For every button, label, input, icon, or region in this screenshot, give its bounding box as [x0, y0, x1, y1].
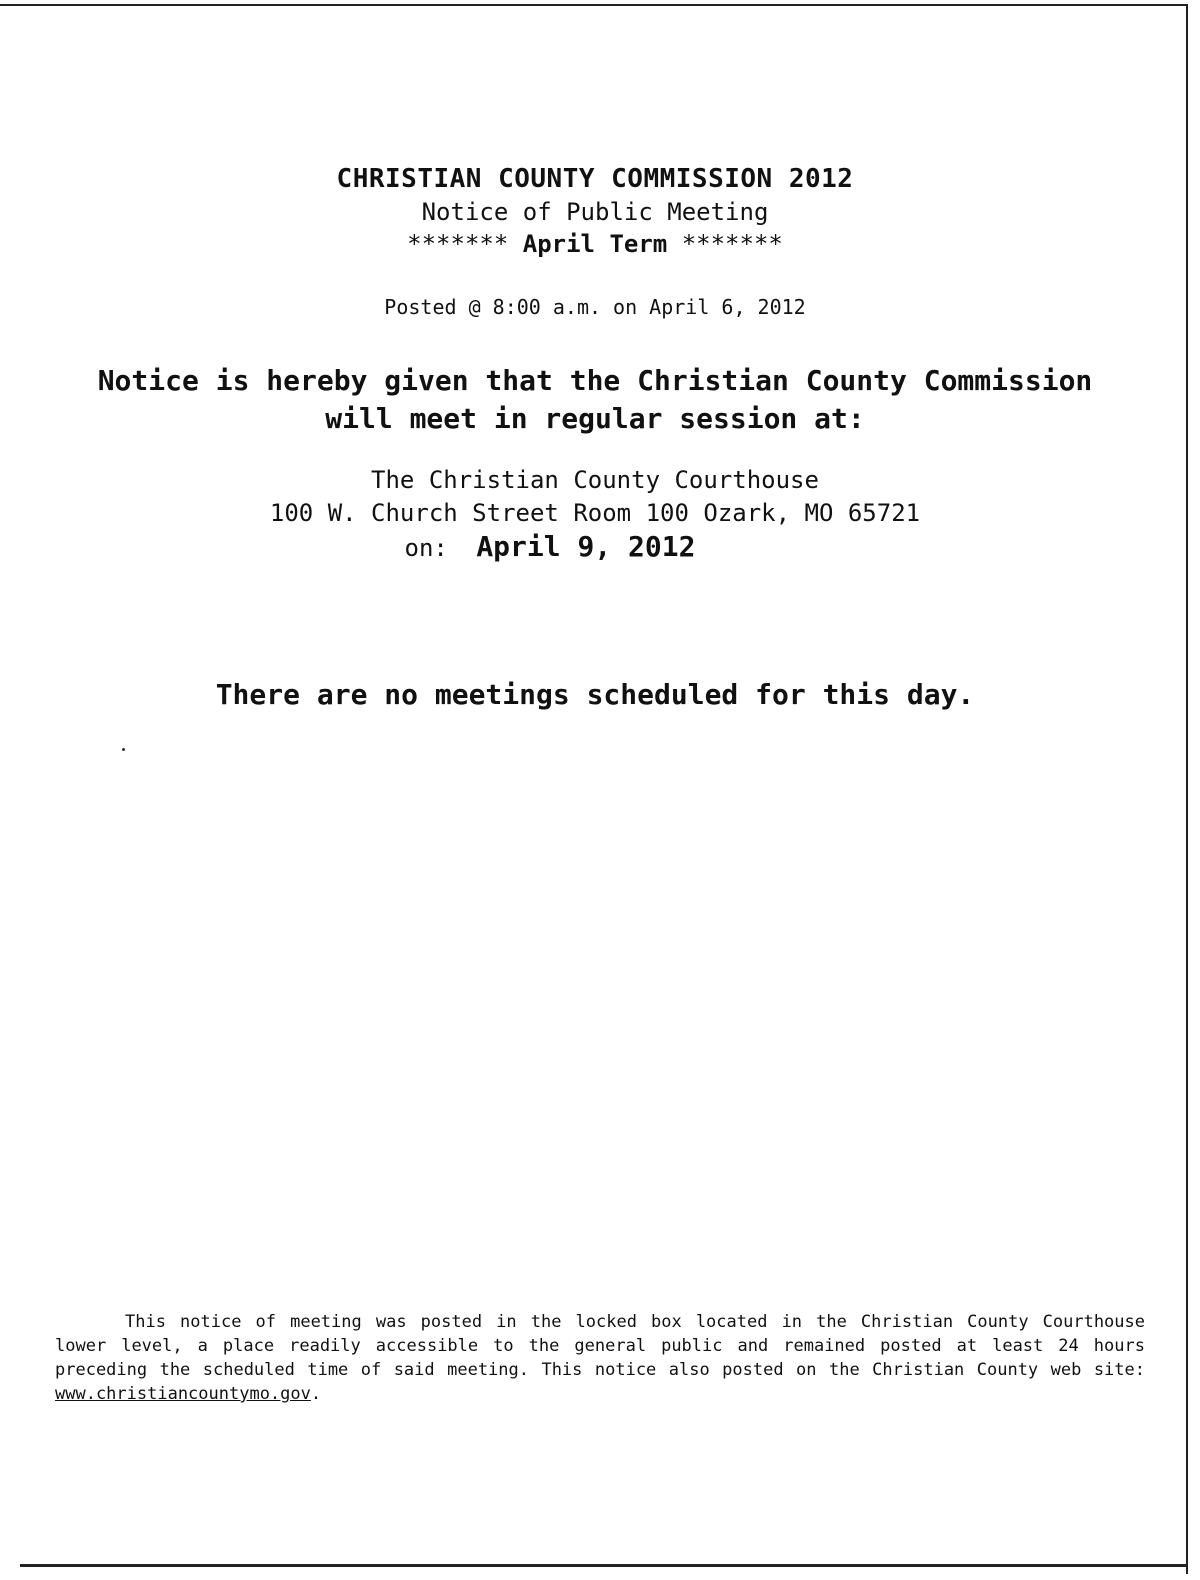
- venue-address: 100 W. Church Street Room 100 Ozark, MO 65721: [269, 499, 921, 527]
- footer-text: This notice of meeting was posted in the locked box located in the Christian County Courthouse lower level, a place readily accessible to the general public and remained posted at least 24 hours preceding the scheduled time of said meeting. This notice also posted on the Christian County web site:: [55, 1312, 1145, 1380]
- document-title: CHRISTIAN COUNTY COMMISSION 2012: [336, 164, 854, 194]
- notice-line-2: will meet in regular session at:: [325, 402, 865, 435]
- term-stars-left: *******: [407, 230, 509, 258]
- footer-end: .: [310, 1384, 322, 1404]
- meeting-date: April 9, 2012: [476, 530, 696, 563]
- on-label: on:: [404, 534, 448, 562]
- scan-speck: [122, 748, 125, 751]
- county-website-link[interactable]: www.christiancountymo.gov: [55, 1384, 311, 1404]
- posted-timestamp: Posted @ 8:00 a.m. on April 6, 2012: [384, 295, 806, 319]
- notice-line-1: Notice is hereby given that the Christian County Commission: [97, 364, 1093, 397]
- posting-notice-footer: [55, 1310, 1145, 1406]
- no-meetings-message: There are no meetings scheduled for this day.: [215, 678, 975, 711]
- page-edge-bottom: [20, 1564, 1188, 1567]
- term-line: [0, 230, 1190, 258]
- document-subtitle: Notice of Public Meeting: [421, 198, 769, 226]
- notice-statement: [0, 362, 1190, 438]
- meeting-date-line: [0, 530, 1100, 563]
- term-stars-right: *******: [681, 230, 783, 258]
- page-edge-top: [0, 4, 1186, 6]
- term-label: April Term: [522, 230, 668, 258]
- venue-name: The Christian County Courthouse: [371, 466, 819, 494]
